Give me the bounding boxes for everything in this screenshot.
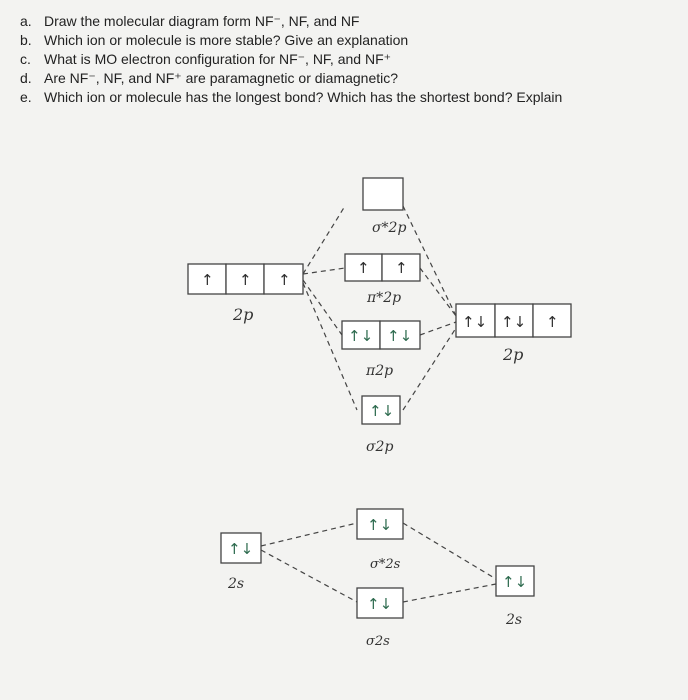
orbital-label: σ2p <box>366 439 394 455</box>
right-2s-orbital <box>496 566 534 628</box>
orbital-label: 2s <box>228 576 245 592</box>
electron-arrow: ↑↓ <box>501 313 527 331</box>
electron-arrow: ↑↓ <box>387 327 413 345</box>
orbital-label: σ*2p <box>372 220 407 236</box>
pi-2p-orbital <box>342 321 420 379</box>
orbital-label: π2p <box>366 363 394 379</box>
connector <box>420 268 456 316</box>
orbital-box <box>363 178 403 210</box>
electron-arrow: ↑ <box>357 259 370 277</box>
connector <box>303 268 345 274</box>
connector <box>420 322 456 335</box>
orbital-label: 2p <box>233 305 254 324</box>
electron-arrow: ↑↓ <box>502 573 528 591</box>
orbital-label: π*2p <box>367 290 402 306</box>
orbital-label: 2p <box>503 345 524 364</box>
question-a: a. Draw the molecular diagram form NF⁻, NF, and NF <box>20 13 360 29</box>
electron-arrow: ↑↓ <box>367 595 393 613</box>
sigma-star-2p-orbital <box>363 178 406 236</box>
question-b: b. Which ion or molecule is more stable? Give an explanation <box>20 32 409 48</box>
connector <box>403 584 496 602</box>
sigma-2p-orbital <box>362 396 400 455</box>
electron-arrow: ↑ <box>278 271 291 289</box>
electron-arrow: ↑ <box>239 271 252 289</box>
connector <box>303 280 342 335</box>
electron-arrow: ↑↓ <box>367 516 393 534</box>
left-2p-orbitals <box>188 264 303 324</box>
connector <box>261 550 357 602</box>
pi-star-2p-orbital <box>345 254 420 306</box>
sigma-2s-orbital <box>357 588 403 649</box>
connector <box>403 523 496 579</box>
left-2s-orbital <box>221 533 261 592</box>
electron-arrow: ↑↓ <box>228 540 254 558</box>
sigma-star-2s-orbital <box>357 509 403 572</box>
question-c: c. What is MO electron configuration for NF⁻, NF, and NF⁺ <box>20 51 392 67</box>
electron-arrow: ↑↓ <box>369 402 395 420</box>
question-e: e. Which ion or molecule has the longest bond? Which has the shortest bond? Explain <box>20 89 563 105</box>
electron-arrow: ↑↓ <box>462 313 488 331</box>
orbital-label: 2s <box>506 612 523 628</box>
question-d: d. Are NF⁻, NF, and NF⁺ are paramagnetic or diamagnetic? <box>20 70 399 86</box>
orbital-label: σ2s <box>366 634 390 649</box>
electron-arrow: ↑ <box>546 313 559 331</box>
orbital-label: σ*2s <box>370 557 401 572</box>
electron-arrow: ↑↓ <box>348 327 374 345</box>
electron-arrow: ↑ <box>201 271 214 289</box>
right-2p-orbitals <box>456 304 571 364</box>
connector <box>261 523 357 546</box>
connector <box>303 206 345 274</box>
electron-arrow: ↑ <box>395 259 408 277</box>
